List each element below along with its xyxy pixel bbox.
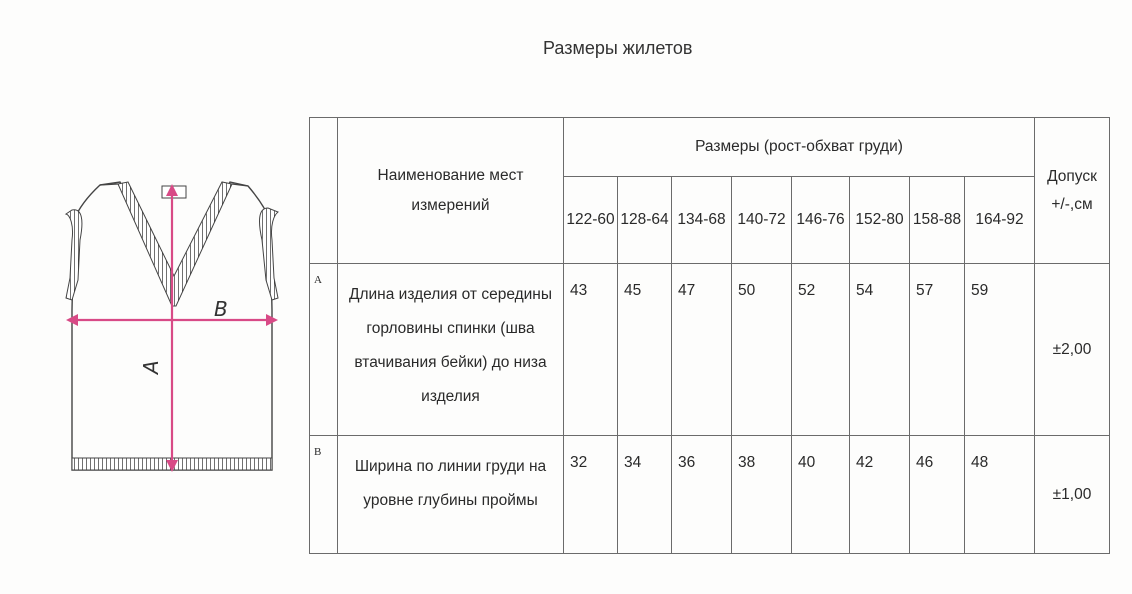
row-value: 54 bbox=[850, 264, 910, 436]
v-neck-rib bbox=[118, 182, 232, 306]
header-tolerance: Допуск +/-,см bbox=[1035, 118, 1110, 264]
size-header: 164-92 bbox=[965, 177, 1035, 264]
size-header: 122-60 bbox=[564, 177, 618, 264]
row-value: 40 bbox=[792, 436, 850, 554]
left-armhole-rib bbox=[66, 210, 82, 300]
header-name-cell: Наименование мест измерений bbox=[338, 118, 564, 264]
row-name: Ширина по линии груди на уровне глубины проймы bbox=[338, 436, 564, 554]
row-value: 45 bbox=[618, 264, 672, 436]
measure-b-label: B bbox=[214, 297, 228, 321]
row-name: Длина изделия от середины горловины спинки (шва втачивания бейки) до низа изделия bbox=[338, 264, 564, 436]
row-value: 34 bbox=[618, 436, 672, 554]
right-armhole-rib bbox=[260, 208, 278, 300]
size-header: 128-64 bbox=[618, 177, 672, 264]
row-value: 47 bbox=[672, 264, 732, 436]
row-mark: А bbox=[310, 264, 338, 436]
row-value: 42 bbox=[850, 436, 910, 554]
row-tolerance: ±1,00 bbox=[1035, 436, 1110, 554]
row-value: 43 bbox=[564, 264, 618, 436]
table-row bbox=[310, 264, 1110, 436]
row-value: 50 bbox=[732, 264, 792, 436]
table-row bbox=[310, 436, 1110, 554]
row-value: 46 bbox=[910, 436, 965, 554]
size-header: 158-88 bbox=[910, 177, 965, 264]
size-header: 152-80 bbox=[850, 177, 910, 264]
row-value: 52 bbox=[792, 264, 850, 436]
vest-diagram bbox=[62, 180, 284, 480]
row-value: 57 bbox=[910, 264, 965, 436]
page-title: Размеры жилетов bbox=[543, 38, 693, 58]
size-header: 140-72 bbox=[732, 177, 792, 264]
size-header: 134-68 bbox=[672, 177, 732, 264]
row-value: 32 bbox=[564, 436, 618, 554]
sizes-table bbox=[309, 117, 1110, 554]
row-value: 59 bbox=[965, 264, 1035, 436]
row-mark: В bbox=[310, 436, 338, 554]
row-value: 38 bbox=[732, 436, 792, 554]
size-header: 146-76 bbox=[792, 177, 850, 264]
row-tolerance: ±2,00 bbox=[1035, 264, 1110, 436]
measure-a-label: A bbox=[139, 360, 163, 374]
row-value: 48 bbox=[965, 436, 1035, 554]
header-mark-cell bbox=[310, 118, 338, 264]
row-value: 36 bbox=[672, 436, 732, 554]
header-sizes-group: Размеры (рост-обхват груди) bbox=[564, 118, 1035, 177]
